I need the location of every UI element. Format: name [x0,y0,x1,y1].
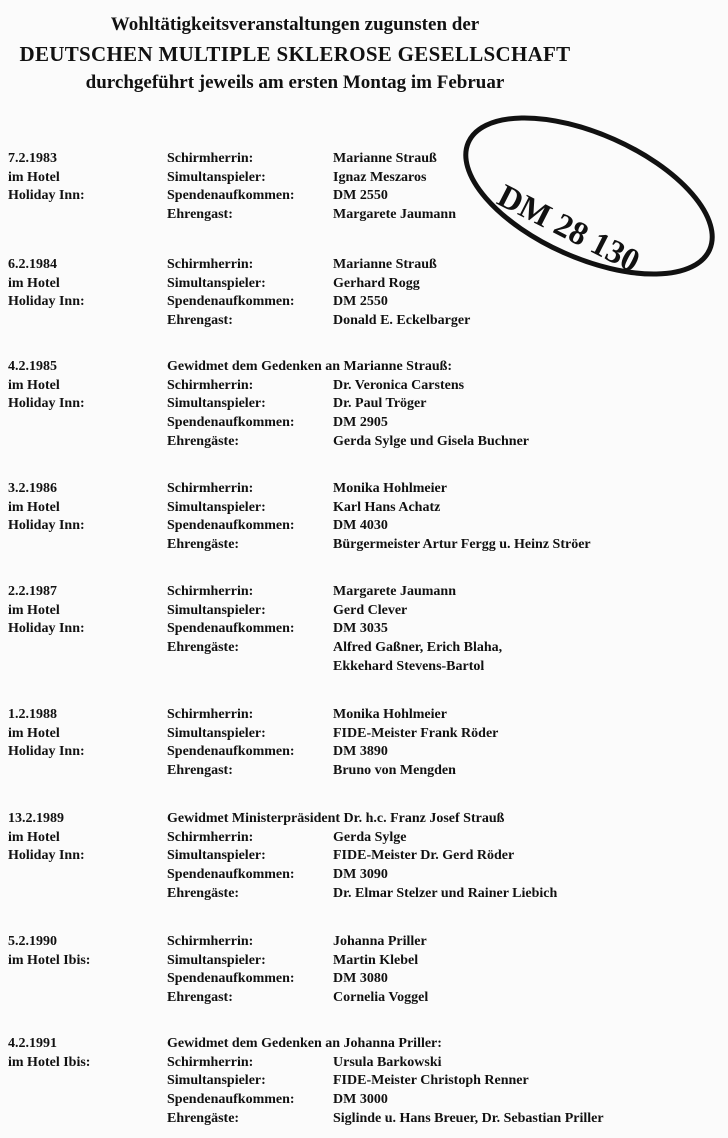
field-label: Ehrengäste: [167,1110,240,1126]
field-label: Spendenaufkommen: [167,188,295,204]
event-venue: Holiday Inn: [8,518,85,534]
event-values [333,150,723,225]
event-info [8,480,158,536]
field-value: Martin Klebel [333,952,419,968]
event-venue: im Hotel [8,275,60,291]
title-line-3: durchgeführt jeweils am ersten Montag im Februar [85,72,505,93]
field-value: Ekkehard Stevens-Bartol [333,658,485,674]
field-label: Spendenaufkommen: [167,621,295,637]
field-value: Donald E. Eckelbarger [333,313,471,329]
event-date: 4.2.1991 [8,1036,57,1051]
field-label: Simultanspieler: [167,848,266,864]
event-venue: Holiday Inn: [8,396,85,412]
event-values [333,583,723,676]
event-values [333,1054,723,1129]
field-label: Simultanspieler: [167,275,266,291]
event-info [8,1035,158,1072]
field-value: Gerhard Rogg [333,275,420,291]
field-value: Bürgermeister Artur Fergg u. Heinz Ströer [333,537,591,553]
field-label: Simultanspieler: [167,602,266,618]
field-value: Monika Hohlmeier [333,707,447,722]
event-date: 2.2.1987 [8,584,57,599]
field-label: Spendenaufkommen: [167,294,295,310]
field-value: Gerda Sylge und Gisela Buchner [333,433,530,449]
field-value: DM 2905 [333,415,388,431]
field-label: Ehrengast: [167,313,233,329]
event-date: 3.2.1986 [8,481,57,496]
field-value: Karl Hans Achatz [333,499,441,515]
field-label: Ehrengast: [167,763,233,779]
event-labels [167,1054,337,1129]
field-value: Bruno von Mengden [333,763,456,779]
event-labels [167,256,337,331]
field-value: Cornelia Voggel [333,990,429,1006]
field-value: Alfred Gaßner, Erich Blaha, [333,640,503,656]
field-label: Simultanspieler: [167,725,266,741]
event-date: 1.2.1988 [8,707,57,722]
event-date: 4.2.1985 [8,359,57,374]
event-labels [167,829,337,904]
field-label: Spendenaufkommen: [167,867,295,883]
event-info [8,933,158,970]
event-venue: im Hotel [8,377,60,393]
field-label: Schirmherrin: [167,257,254,272]
field-label: Spendenaufkommen: [167,415,295,431]
field-value: FIDE-Meister Frank Röder [333,725,499,741]
field-label: Schirmherrin: [167,829,254,845]
event-date: 5.2.1990 [8,934,57,949]
event-info [8,583,158,639]
field-value: DM 3000 [333,1092,388,1108]
field-label: Schirmherrin: [167,1054,254,1070]
field-label: Spendenaufkommen: [167,518,295,534]
field-label: Simultanspieler: [167,499,266,515]
field-value: Johanna Priller [333,934,427,949]
field-label: Schirmherrin: [167,377,254,393]
field-value: DM 2550 [333,294,388,310]
field-label: Schirmherrin: [167,151,254,166]
field-label: Simultanspieler: [167,952,266,968]
event-venue: Holiday Inn: [8,744,85,760]
field-label: Simultanspieler: [167,396,266,412]
event-labels [167,377,337,452]
field-label: Ehrengast: [167,207,233,223]
field-value: DM 3080 [333,971,388,987]
event-venue: im Hotel [8,602,60,618]
title-line-1: Wohltätigkeitsveranstaltungen zugunsten der [110,14,480,35]
field-value: Margarete Jaumann [333,584,456,599]
field-value: Gerd Clever [333,602,408,618]
field-value: DM 3090 [333,867,388,883]
field-value: Marianne Strauß [333,151,437,166]
event-venue: im Hotel [8,829,60,845]
field-label: Schirmherrin: [167,584,254,599]
event-labels [167,706,337,781]
event-labels [167,480,337,555]
event-venue: Holiday Inn: [8,621,85,637]
field-label: Ehrengast: [167,990,233,1006]
event-info [8,150,158,206]
field-value: Siglinde u. Hans Breuer, Dr. Sebastian Priller [333,1110,604,1126]
field-value: Marianne Strauß [333,257,437,272]
event-values [333,480,723,555]
field-value: Ignaz Meszaros [333,169,427,185]
event-venue: Holiday Inn: [8,294,85,310]
field-label: Ehrengäste: [167,537,240,553]
event-info [8,706,158,762]
field-value: Gerda Sylge [333,829,407,845]
event-info [8,256,158,312]
field-value: Monika Hohlmeier [333,481,447,496]
event-venue: im Hotel Ibis: [8,952,91,968]
field-label: Ehrengäste: [167,640,240,656]
field-label: Simultanspieler: [167,169,266,185]
event-values [333,933,723,1008]
event-labels [167,583,337,658]
stamp-amount: DM 28 130 [491,178,646,280]
event-values [333,377,723,452]
field-label: Ehrengäste: [167,433,240,449]
event-dedication: Gewidmet dem Gedenken an Johanna Priller: [167,1036,442,1051]
field-value: Dr. Veronica Carstens [333,377,465,393]
event-values [333,256,723,331]
event-values [333,706,723,781]
event-venue: im Hotel [8,169,60,185]
event-date: 13.2.1989 [8,811,64,826]
field-label: Schirmherrin: [167,707,254,722]
field-value: DM 2550 [333,188,388,204]
field-value: Ursula Barkowski [333,1054,442,1070]
event-dedication: Gewidmet dem Gedenken an Marianne Strauß: [167,359,453,374]
field-label: Ehrengäste: [167,885,240,901]
event-info [8,810,158,866]
event-dedication: Gewidmet Ministerpräsident Dr. h.c. Franz Josef Strauß [167,811,505,826]
event-labels [167,933,337,1008]
event-venue: im Hotel Ibis: [8,1054,91,1070]
event-venue: im Hotel [8,499,60,515]
field-value: FIDE-Meister Christoph Renner [333,1073,529,1089]
field-label: Spendenaufkommen: [167,1092,295,1108]
field-value: DM 4030 [333,518,388,534]
event-values [333,829,723,904]
field-label: Simultanspieler: [167,1073,266,1089]
event-info [8,358,158,414]
field-value: FIDE-Meister Dr. Gerd Röder [333,848,515,864]
field-value: DM 3035 [333,621,388,637]
event-venue: Holiday Inn: [8,848,85,864]
title-line-2: DEUTSCHEN MULTIPLE SKLEROSE GESELLSCHAFT [19,42,571,66]
field-label: Spendenaufkommen: [167,971,295,987]
event-venue: Holiday Inn: [8,188,85,204]
field-value: DM 3890 [333,744,388,760]
field-value: Dr. Elmar Stelzer und Rainer Liebich [333,885,558,901]
field-label: Schirmherrin: [167,934,254,949]
field-label: Spendenaufkommen: [167,744,295,760]
field-value: Dr. Paul Tröger [333,396,427,412]
event-venue: im Hotel [8,725,60,741]
event-date: 6.2.1984 [8,257,57,272]
field-value: Margarete Jaumann [333,207,456,223]
event-labels [167,150,337,225]
field-label: Schirmherrin: [167,481,254,496]
event-date: 7.2.1983 [8,151,57,166]
